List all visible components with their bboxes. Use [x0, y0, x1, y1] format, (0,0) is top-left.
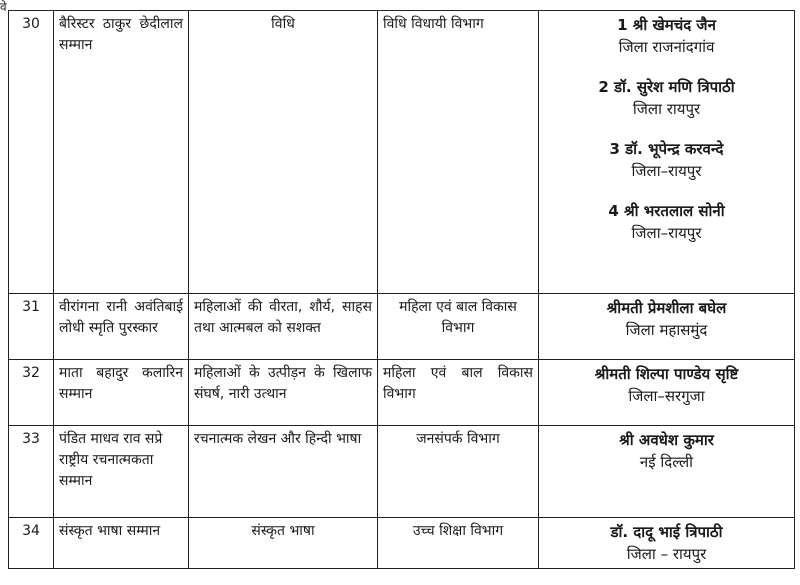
department: महिला एवं बाल विकास विभाग	[378, 360, 539, 426]
winner-place: नई दिल्ली	[639, 453, 694, 471]
serial-number: 32	[9, 360, 54, 426]
department: विधि विधायी विभाग	[378, 11, 539, 294]
table-row	[9, 426, 795, 518]
winners-cell	[539, 11, 795, 294]
serial-number: 33	[9, 426, 54, 518]
winner-place: जिला महासमुंद	[625, 321, 708, 339]
winner-name: 1 श्री खेमचंद जैन	[617, 16, 716, 34]
award-name: वीरांगना रानी अवंतिबाई लोधी स्मृति पुरस्कार	[54, 294, 189, 360]
winner-name: 2 डॉ. सुरेश मणि त्रिपाठी	[598, 78, 735, 96]
department: जनसंपर्क विभाग	[378, 426, 539, 518]
table-row	[9, 360, 795, 426]
winner-place: जिला राजनांदगांव	[618, 38, 715, 56]
winner-entry	[544, 14, 789, 58]
winner-name: श्री अवधेश कुमार	[619, 431, 714, 449]
serial-number: 31	[9, 294, 54, 360]
winner-place: जिला – रायपुर	[626, 545, 707, 563]
page-corner-mark: वे	[0, 0, 7, 14]
winner-name: श्रीमती शिल्पा पाण्डेय सृष्टि	[594, 365, 739, 383]
table-row	[9, 11, 795, 294]
award-name: बैरिस्टर ठाकुर छेदीलाल सम्मान	[54, 11, 189, 294]
award-field: विधि	[189, 11, 378, 294]
award-name: संस्कृत भाषा सम्मान	[54, 518, 189, 569]
department: महिला एवं बाल विकास विभाग	[378, 294, 539, 360]
winner-place: जिला रायपुर	[632, 100, 701, 118]
winner-name: 3 डॉ. भूपेन्द्र करवन्दे	[609, 140, 724, 158]
serial-number: 34	[9, 518, 54, 569]
winner-name: श्रीमती प्रेमशीला बघेल	[606, 299, 727, 317]
awards-table	[8, 10, 795, 569]
serial-number: 30	[9, 11, 54, 294]
winner-place: जिला–रायपुर	[631, 162, 702, 180]
winners-cell	[539, 294, 795, 360]
table-row	[9, 294, 795, 360]
award-field: संस्कृत भाषा	[189, 518, 378, 569]
winner-entry	[544, 138, 789, 182]
winner-entry	[544, 200, 789, 244]
winner-place: जिला–रायपुर	[631, 224, 702, 242]
award-name: पंडित माधव राव सप्रे राष्ट्रीय रचनात्मकता सम्मान	[54, 426, 189, 518]
award-field: महिलाओं की वीरता, शौर्य, साहस तथा आत्मबल को सशक्त	[189, 294, 378, 360]
award-name: माता बहादुर कलारिन सम्मान	[54, 360, 189, 426]
winners-cell	[539, 426, 795, 518]
winner-place: जिला–सरगुजा	[628, 387, 705, 405]
winners-cell	[539, 360, 795, 426]
department: उच्च शिक्षा विभाग	[378, 518, 539, 569]
winner-name: डॉ. दादू भाई त्रिपाठी	[610, 523, 723, 541]
award-field: महिलाओं के उत्पीड़न के खिलाफ संघर्ष, नारी उत्थान	[189, 360, 378, 426]
award-field: रचनात्मक लेखन और हिन्दी भाषा	[189, 426, 378, 518]
winner-name: 4 श्री भरतलाल सोनी	[608, 202, 725, 220]
winner-entry	[544, 76, 789, 120]
table-row	[9, 518, 795, 569]
winners-cell	[539, 518, 795, 569]
